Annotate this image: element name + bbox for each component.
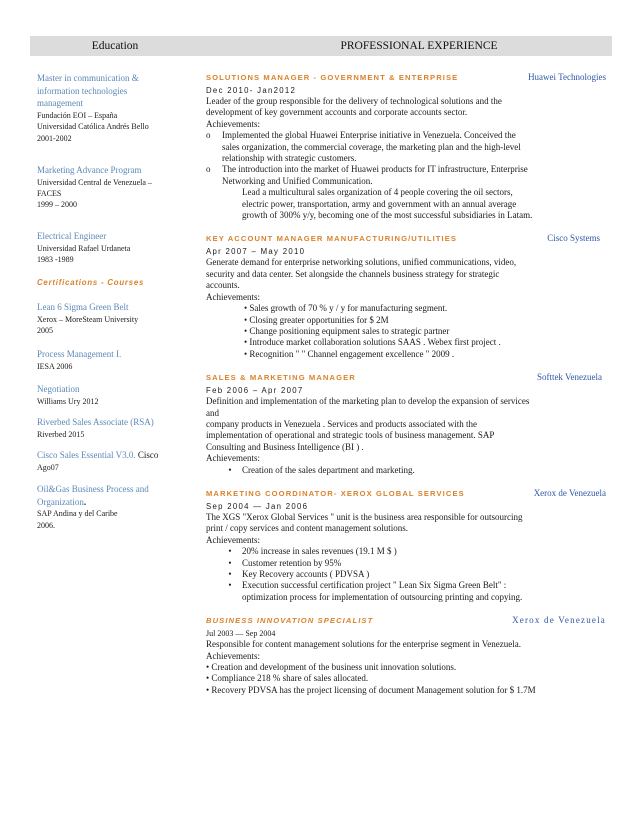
certification-detail: Williams Ury 2012 [37, 396, 99, 406]
certification-item [37, 416, 197, 449]
education-title: Master in communication & information technologies management [37, 73, 139, 109]
achievement-item: • Creation of the sales department and marketing. [206, 465, 606, 476]
spacer [206, 360, 606, 372]
company-name: Xerox de Venezuela [512, 615, 606, 626]
certification-title: Cisco Sales Essential V3.0. Cisco [37, 450, 159, 460]
job-title: SALES & MARKETING MANAGER [206, 373, 356, 383]
certification-title: Riverbed Sales Associate (RSA) [37, 417, 154, 427]
spacer [206, 476, 606, 488]
certification-item [37, 449, 197, 483]
certification-item [37, 348, 197, 383]
certification-detail: IESA 2006 [37, 361, 73, 371]
certification-item [37, 301, 197, 348]
education-item [37, 230, 197, 278]
company-name: Cisco Systems [547, 233, 600, 244]
achievement-list [206, 303, 606, 360]
certification-detail: Xerox – MoreSteam University [37, 314, 139, 324]
job-dates: Jul 2003 — Sep 2004 [206, 629, 276, 639]
education-item [37, 72, 197, 164]
job-entry [206, 72, 606, 221]
education-title: Electrical Engineer [37, 231, 107, 241]
achievements-label: Achievements: [206, 118, 260, 129]
job-description: Consulting and Business Intelligence (BI ) . [206, 441, 364, 452]
achievement-item: • Sales growth of 70 % y / y for manufacturing segment. [244, 303, 448, 314]
job-description: Generate demand for enterprise networking solutions, unified communications, video, [206, 257, 517, 268]
job-title: BUSINESS INNOVATION SPECIALIST [206, 616, 374, 626]
certification-title: Process Management I. [37, 349, 122, 359]
achievements-label: Achievements: [206, 650, 260, 661]
job-description: Definition and implementation of the marketing plan to develop the expansion of services [206, 396, 530, 407]
achievement-item: • Change positioning equipment sales to strategic partner [244, 325, 450, 336]
achievement-item: • Execution successful certification project " Lean Six Sigma Green Belt" : optimization process for implementation of outsourcing printing and copying. [206, 580, 606, 603]
bullet-icon: • [228, 464, 232, 475]
job-header [206, 72, 606, 85]
job-dates: Dec 2010- Jan2012 [206, 86, 297, 95]
education-detail: Universidad Católica Andrés Bello [37, 122, 149, 132]
achievement-item: • Recognition " " Channel engagement excellence " 2009 . [244, 348, 455, 359]
job-description: security and data center. Set alongside the channels business strategy for strategic [206, 268, 500, 279]
bullet-icon: • [228, 557, 232, 568]
job-dates: Apr 2007 – May 2010 [206, 247, 306, 257]
education-detail: 2001-2002 [37, 133, 72, 143]
section-header-bar [30, 36, 612, 56]
achievement-item: • 20% increase in sales revenues (19.1 M $ ) [206, 546, 606, 557]
achievements-label: Achievements: [206, 291, 260, 302]
company-name: Huawei Technologies [528, 72, 606, 82]
job-entry [206, 233, 606, 360]
achievements-label: Achievements: [206, 534, 260, 545]
achievement-subtext: Lead a multicultural sales organization of 4 people covering the oil sectors, electric power, transportation, army and government with an annual average growth of 300% y/y, becoming one of the most successful subsidiaries in Latam. [242, 187, 533, 221]
job-header [206, 488, 606, 501]
company-name: Softtek Venezuela [536, 372, 602, 383]
circle-bullet-icon: o [206, 130, 211, 141]
certification-item [37, 483, 197, 531]
job-dates: Sep 2004 — Jan 2006 [206, 501, 309, 511]
achievement-item: • Closing greater opportunities for $ 2M [244, 314, 389, 325]
spacer [206, 603, 606, 615]
certification-title: Negotiation [37, 384, 80, 394]
job-title: SOLUTIONS MANAGER - GOVERNMENT & ENTERPRISE [206, 73, 459, 82]
spacer [206, 221, 606, 233]
job-description: Leader of the group responsible for the delivery of technological solutions and the [206, 96, 502, 106]
job-description: Responsible for content management solutions for the enterprise segment in Venezuela. [206, 639, 521, 650]
achievement-item: • Compliance 218 % share of sales allocated. [206, 673, 369, 684]
job-title: MARKETING COORDINATOR- XEROX GLOBAL SERVICES [206, 488, 465, 498]
job-header [206, 615, 606, 628]
job-description: implementation of operational and strategic tools of business management. SAP [206, 430, 495, 441]
achievements-label: Achievements: [206, 453, 260, 464]
job-description: accounts. [206, 280, 240, 291]
education-item [37, 164, 197, 230]
certifications-heading: Certifications - Courses [37, 278, 145, 287]
education-heading: Education [91, 40, 139, 52]
certification-detail: 2006. [37, 520, 55, 530]
experience-column [206, 72, 606, 696]
job-description: development of key government accounts and corporate accounts sector. [206, 107, 468, 118]
achievement-item: • Introduce market collaboration solutions SAAS . Webex first project . [244, 337, 501, 348]
bullet-icon: • [228, 569, 232, 579]
company-name: Xerox de Venezuela [533, 487, 606, 498]
job-entry [206, 372, 606, 476]
job-description: print / copy services and content management solutions. [206, 523, 408, 534]
achievement-item: • Recovery PDVSA has the project licensing of document Management solution for $ 1.7M [206, 684, 536, 695]
education-detail: Universidad Rafael Urdaneta [37, 243, 131, 253]
education-detail: Universidad Central de Venezuela – [37, 177, 152, 187]
education-detail: FACES [37, 188, 62, 198]
certification-detail: 2005 [37, 325, 53, 335]
bullet-icon: • [228, 546, 232, 557]
certification-title: Lean 6 Sigma Green Belt [37, 302, 129, 312]
achievement-item: • Creation and development of the business unit innovation solutions. [206, 662, 457, 673]
education-column [37, 72, 197, 531]
achievement-item: o Implemented the global Huawei Enterprise initiative in Venezuela. Conceived the sales organization, the commercial coverage, the marketing plan and the high-level relationship with strategic customers. [206, 130, 521, 164]
job-description: and [206, 407, 219, 418]
job-entry [206, 615, 606, 696]
certification-detail: Ago07 [37, 462, 59, 472]
circle-bullet-icon: o [206, 164, 211, 175]
bullet-icon: • [228, 580, 232, 591]
experience-heading: PROFESSIONAL EXPERIENCE [340, 40, 498, 52]
education-title: Marketing Advance Program [37, 165, 142, 175]
certification-item [37, 383, 197, 416]
education-detail: 1999 – 2000 [37, 200, 77, 210]
certification-detail: SAP Andina y del Caribe [37, 509, 118, 519]
achievement-item: • Key Recovery accounts ( PDVSA ) [206, 569, 606, 580]
job-header [206, 233, 606, 246]
job-entry [206, 488, 606, 603]
certification-title: Oil&Gas Business Process and Organization. [37, 484, 149, 507]
education-detail: 1983 -1989 [37, 254, 74, 264]
job-description: The XGS "Xerox Global Services " unit is the business area responsible for outsourcing [206, 511, 523, 522]
education-detail: Fundación EOI – España [37, 111, 118, 121]
job-description: company products in Venezuela . Services and products associated with the [206, 418, 478, 429]
certification-detail: Riverbed 2015 [37, 429, 85, 439]
job-dates: Feb 2006 – Apr 2007 [206, 386, 304, 396]
achievement-item: o The introduction into the market of Huawei products for IT infrastructure, Enterprise Networking and Unified Communication. [206, 164, 528, 186]
job-header [206, 372, 606, 385]
job-title: KEY ACCOUNT MANAGER MANUFACTURING/UTILITIES [206, 234, 458, 244]
achievement-item: • Customer retention by 95% [206, 558, 606, 569]
